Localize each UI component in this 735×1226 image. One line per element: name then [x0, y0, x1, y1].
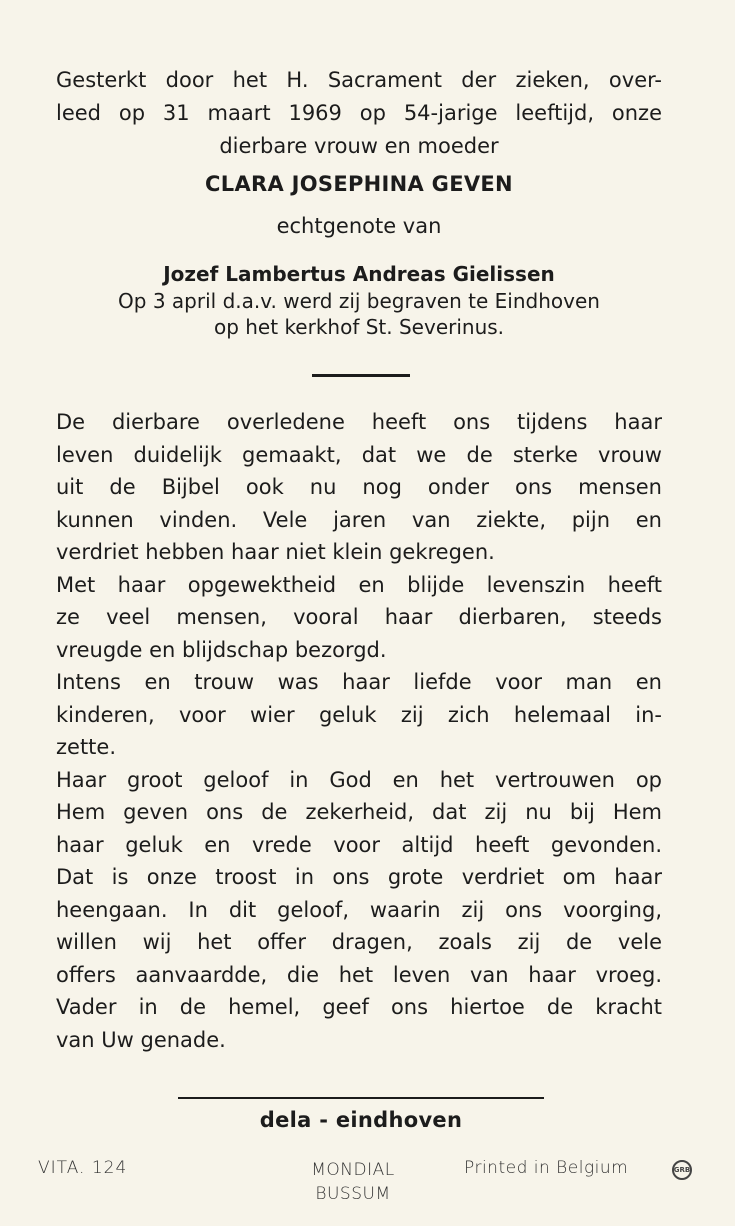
eulogy-line: verdriet hebben haar niet klein gekregen.	[56, 540, 495, 564]
eulogy-line: Dat is onze troost in ons grote verdriet om haar	[56, 865, 662, 889]
deceased-name: CLARA JOSEPHINA GEVEN	[205, 172, 513, 196]
eulogy-line: De dierbare overledene heeft ons tijdens haar	[56, 410, 662, 434]
divider-long	[178, 1097, 544, 1099]
footer-printed-in: Printed in Belgium	[464, 1158, 629, 1178]
eulogy-line: haar geluk en vrede voor altijd heeft gevonden.	[56, 832, 662, 857]
eulogy-line: uit de Bijbel ook nu nog onder ons mensen	[56, 475, 662, 499]
eulogy-line: kunnen vinden. Vele jaren van ziekte, pijn en	[56, 507, 662, 532]
eulogy-line: Vader in de hemel, geef ons hiertoe de kracht	[56, 995, 662, 1019]
footer-printer-line-1: MONDIAL	[311, 1160, 395, 1180]
intro-line-1: Gesterkt door het H. Sacrament der zieken, over-	[56, 68, 662, 92]
divider-short	[312, 374, 410, 377]
burial-info	[56, 288, 662, 340]
eulogy-line: leven duidelijk gemaakt, dat we de sterke vrouw	[56, 442, 662, 467]
footer-printer-line-2: BUSSUM	[315, 1184, 391, 1204]
eulogy-line: willen wij het offer dragen, zoals zij de vele	[56, 930, 662, 954]
footer-printer	[290, 1158, 416, 1206]
eulogy-line: Intens en trouw was haar liefde voor man en	[56, 670, 662, 694]
eulogy-line: vreugde en blijdschap bezorgd.	[56, 637, 387, 662]
eulogy-line: Hem geven ons de zekerheid, dat zij nu bij Hem	[56, 800, 662, 824]
union-label-logo-icon: GRB	[672, 1160, 692, 1180]
intro-line-3: dierbare vrouw en moeder	[219, 134, 499, 158]
eulogy-text	[56, 406, 662, 1056]
publisher: dela - eindhoven	[259, 1108, 463, 1132]
eulogy-line: ze veel mensen, vooral haar dierbaren, steeds	[56, 605, 662, 629]
spouse-label: echtgenote van	[276, 214, 442, 238]
eulogy-line: Haar groot geloof in God en het vertrouwen op	[56, 767, 662, 792]
eulogy-line: heengaan. In dit geloof, waarin zij ons voorging,	[56, 897, 662, 922]
intro-paragraph	[56, 64, 662, 163]
eulogy-line: Met haar opgewektheid en blijde levenszin heeft	[56, 572, 662, 597]
intro-line-2: leed op 31 maart 1969 op 54-jarige leeftijd, onze	[56, 101, 662, 125]
burial-line-2: op het kerkhof St. Severinus.	[213, 315, 505, 339]
eulogy-line: zette.	[56, 735, 117, 759]
spouse-name: Jozef Lambertus Andreas Gielissen	[163, 262, 555, 286]
burial-line-1: Op 3 april d.a.v. werd zij begraven te Eindhoven	[118, 289, 600, 313]
eulogy-line: offers aanvaardde, die het leven van haar vroeg.	[56, 962, 662, 987]
eulogy-line: van Uw genade.	[56, 1027, 226, 1052]
footer-series-number: VITA. 124	[38, 1158, 128, 1178]
eulogy-line: kinderen, voor wier geluk zij zich helemaal in-	[56, 702, 662, 727]
